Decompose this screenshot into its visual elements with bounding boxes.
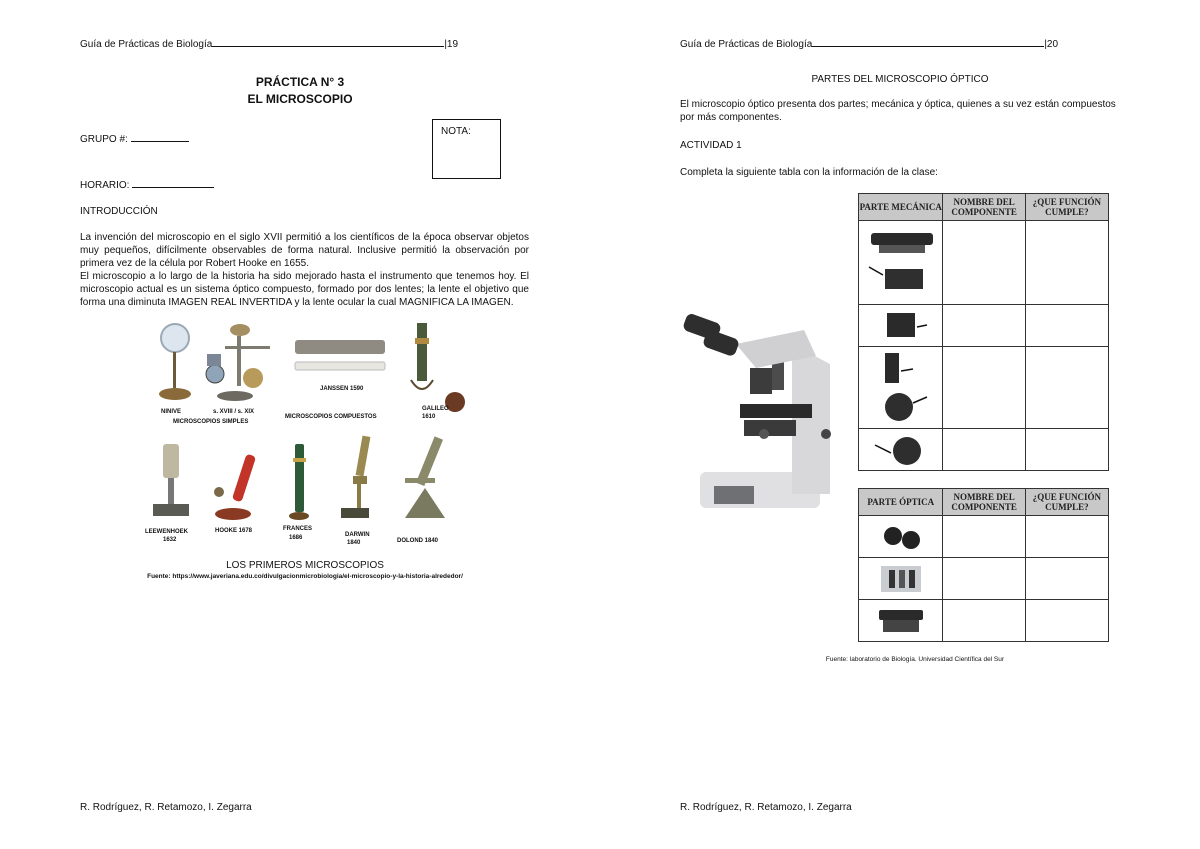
grupo-field (80, 132, 189, 145)
opt-col-part: PARTE ÓPTICA (859, 489, 943, 516)
page-header: Guía de Prácticas de Biología |20 (680, 39, 1059, 50)
practice-title: PRÁCTICA N° 3 (255, 75, 345, 89)
galileo-microscope-illustration (411, 323, 465, 412)
mech-part-image-cell (859, 305, 943, 347)
header-text: Guía de Prácticas de Biología (680, 39, 813, 50)
right-page (600, 0, 1200, 849)
table-row (859, 347, 1109, 429)
intro-paragraph-2: El microscopio a lo largo de la historia ha sido mejorado hasta el instrumento que tenemos hoy. El microscopio actual es un sistema óptico compuesto, formado por dos lentes; la lente el objetivo que forma una diminuta IMAGEN REAL INVERTIDA y la lente ocular la cual MAGNIFICA LA IMAGEN. (80, 271, 529, 308)
frances-microscope-illustration (289, 444, 309, 520)
label-compound-microscopes: MICROSCOPIOS COMPUESTOS (285, 414, 377, 420)
ninive-microscope-illustration (159, 324, 191, 400)
horario-field (80, 178, 214, 191)
header-rule (212, 37, 444, 47)
mech-function-cell[interactable] (1025, 429, 1108, 471)
label-galileo-year: 1610 (422, 414, 436, 420)
section-intro: El microscopio óptico presenta dos partes; mecánica y óptica, quienes a su vez están compuestos por más componentes. (680, 99, 1116, 123)
condenser-lens-component-image (865, 602, 937, 640)
mech-name-cell[interactable] (943, 221, 1025, 305)
label-xviii: s. XVIII / s. XIX (213, 409, 255, 415)
practice-subtitle: EL MICROSCOPIO (247, 92, 353, 106)
label-janssen: JANSSEN 1590 (320, 386, 364, 392)
stage-component-image (865, 225, 937, 301)
table-row (859, 221, 1109, 305)
mech-function-cell[interactable] (1025, 221, 1108, 305)
mech-part-image-cell (859, 221, 943, 305)
label-leewenhoek-year: 1632 (163, 537, 177, 543)
figure-source: Fuente: https://www.javeriana.edu.co/divulgacionmicrobiologia/el-microscopio-y-la-historia-alrededor/ (147, 573, 463, 580)
opt-function-cell[interactable] (1025, 516, 1108, 558)
grupo-blank (131, 132, 189, 142)
opt-part-image-cell (859, 558, 943, 600)
condenser-component-image (865, 307, 937, 345)
eyepieces-component-image (865, 518, 937, 556)
label-leewenhoek: LEEWENHOEK (145, 529, 189, 535)
mech-col-name: NOMBRE DEL COMPONENTE (943, 194, 1025, 221)
page-number: 19 (446, 39, 459, 50)
horario-blank (132, 178, 214, 188)
table-row (859, 429, 1109, 471)
opt-function-cell[interactable] (1025, 558, 1108, 600)
mech-name-cell[interactable] (943, 347, 1025, 429)
mech-name-cell[interactable] (943, 305, 1025, 347)
header-text: Guía de Prácticas de Biología (80, 39, 213, 50)
mech-function-cell[interactable] (1025, 347, 1108, 429)
table-row (859, 600, 1109, 642)
mech-col-part: PARTE MECÁNICA (859, 194, 943, 221)
header-rule (812, 37, 1044, 47)
label-hooke: HOOKE 1678 (215, 528, 253, 534)
mech-function-cell[interactable] (1025, 305, 1108, 347)
horario-label: HORARIO: (80, 180, 130, 191)
opt-name-cell[interactable] (943, 516, 1025, 558)
optical-parts-table (858, 488, 1109, 642)
knobs-component-image (865, 349, 937, 427)
darwin-microscope-illustration (341, 436, 370, 518)
opt-name-cell[interactable] (943, 600, 1025, 642)
label-simple-microscopes: MICROSCOPIOS SIMPLES (173, 419, 249, 425)
xviii-microscope-illustration (206, 324, 270, 401)
figure-caption: LOS PRIMEROS MICROSCOPIOS (226, 560, 384, 571)
table-row (859, 516, 1109, 558)
page-footer: R. Rodríguez, R. Retamozo, I. Zegarra (680, 802, 852, 813)
label-frances-year: 1686 (289, 535, 303, 541)
early-microscopes-figure (135, 318, 475, 556)
intro-heading: INTRODUCCIÓN (80, 206, 158, 217)
figure-source: Fuente: laboratorio de Biología. Universidad Científica del Sur (825, 656, 1005, 663)
opt-part-image-cell (859, 600, 943, 642)
mech-part-image-cell (859, 429, 943, 471)
label-frances: FRANCES (283, 526, 313, 532)
opt-col-name: NOMBRE DEL COMPONENTE (943, 489, 1025, 516)
opt-name-cell[interactable] (943, 558, 1025, 600)
opt-function-cell[interactable] (1025, 600, 1108, 642)
activity-heading: ACTIVIDAD 1 (680, 140, 742, 151)
dolond-microscope-illustration (405, 436, 445, 518)
nota-label: NOTA: (441, 126, 471, 137)
table-row (859, 558, 1109, 600)
page-footer: R. Rodríguez, R. Retamozo, I. Zegarra (80, 802, 252, 813)
label-ninive: NINIVE (161, 409, 182, 415)
leewenhoek-microscope-illustration (153, 444, 189, 516)
table-row (859, 305, 1109, 347)
grupo-label: GRUPO #: (80, 134, 128, 145)
page-header: Guía de Prácticas de Biología |19 (80, 39, 459, 50)
activity-instruction: Completa la siguiente tabla con la información de la clase: (680, 167, 938, 178)
janssen-microscope-illustration (295, 340, 385, 370)
optical-microscope-image (680, 304, 850, 514)
label-darwin-year: 1840 (347, 540, 361, 546)
mech-name-cell[interactable] (943, 429, 1025, 471)
label-dolond: DOLOND 1840 (397, 538, 439, 544)
label-darwin: DARWIN (345, 532, 370, 538)
mech-col-function: ¿QUE FUNCIÓN CUMPLE? (1025, 194, 1108, 221)
early-microscopes-image (135, 318, 475, 556)
objectives-component-image (865, 560, 937, 598)
opt-part-image-cell (859, 516, 943, 558)
opt-col-function: ¿QUE FUNCIÓN CUMPLE? (1025, 489, 1108, 516)
fine-knob-component-image (865, 431, 937, 469)
intro-paragraph-1: La invención del microscopio en el siglo XVII permitió a los científicos de la época observar objetos muy pequeños, difícilmente observables de forma natural. Inclusive permitió la observación por primera vez de la célula por Robert Hooke en 1655. (80, 232, 529, 269)
mechanical-parts-table (858, 193, 1109, 471)
nota-box (432, 119, 501, 179)
section-title: PARTES DEL MICROSCOPIO ÓPTICO (811, 74, 989, 85)
label-galileo: GALILEO (422, 406, 449, 412)
intro-text (80, 231, 529, 309)
mech-part-image-cell (859, 347, 943, 429)
page-number: 20 (1046, 39, 1059, 50)
practice-title-block (150, 74, 450, 108)
hooke-microscope-illustration (214, 454, 256, 520)
